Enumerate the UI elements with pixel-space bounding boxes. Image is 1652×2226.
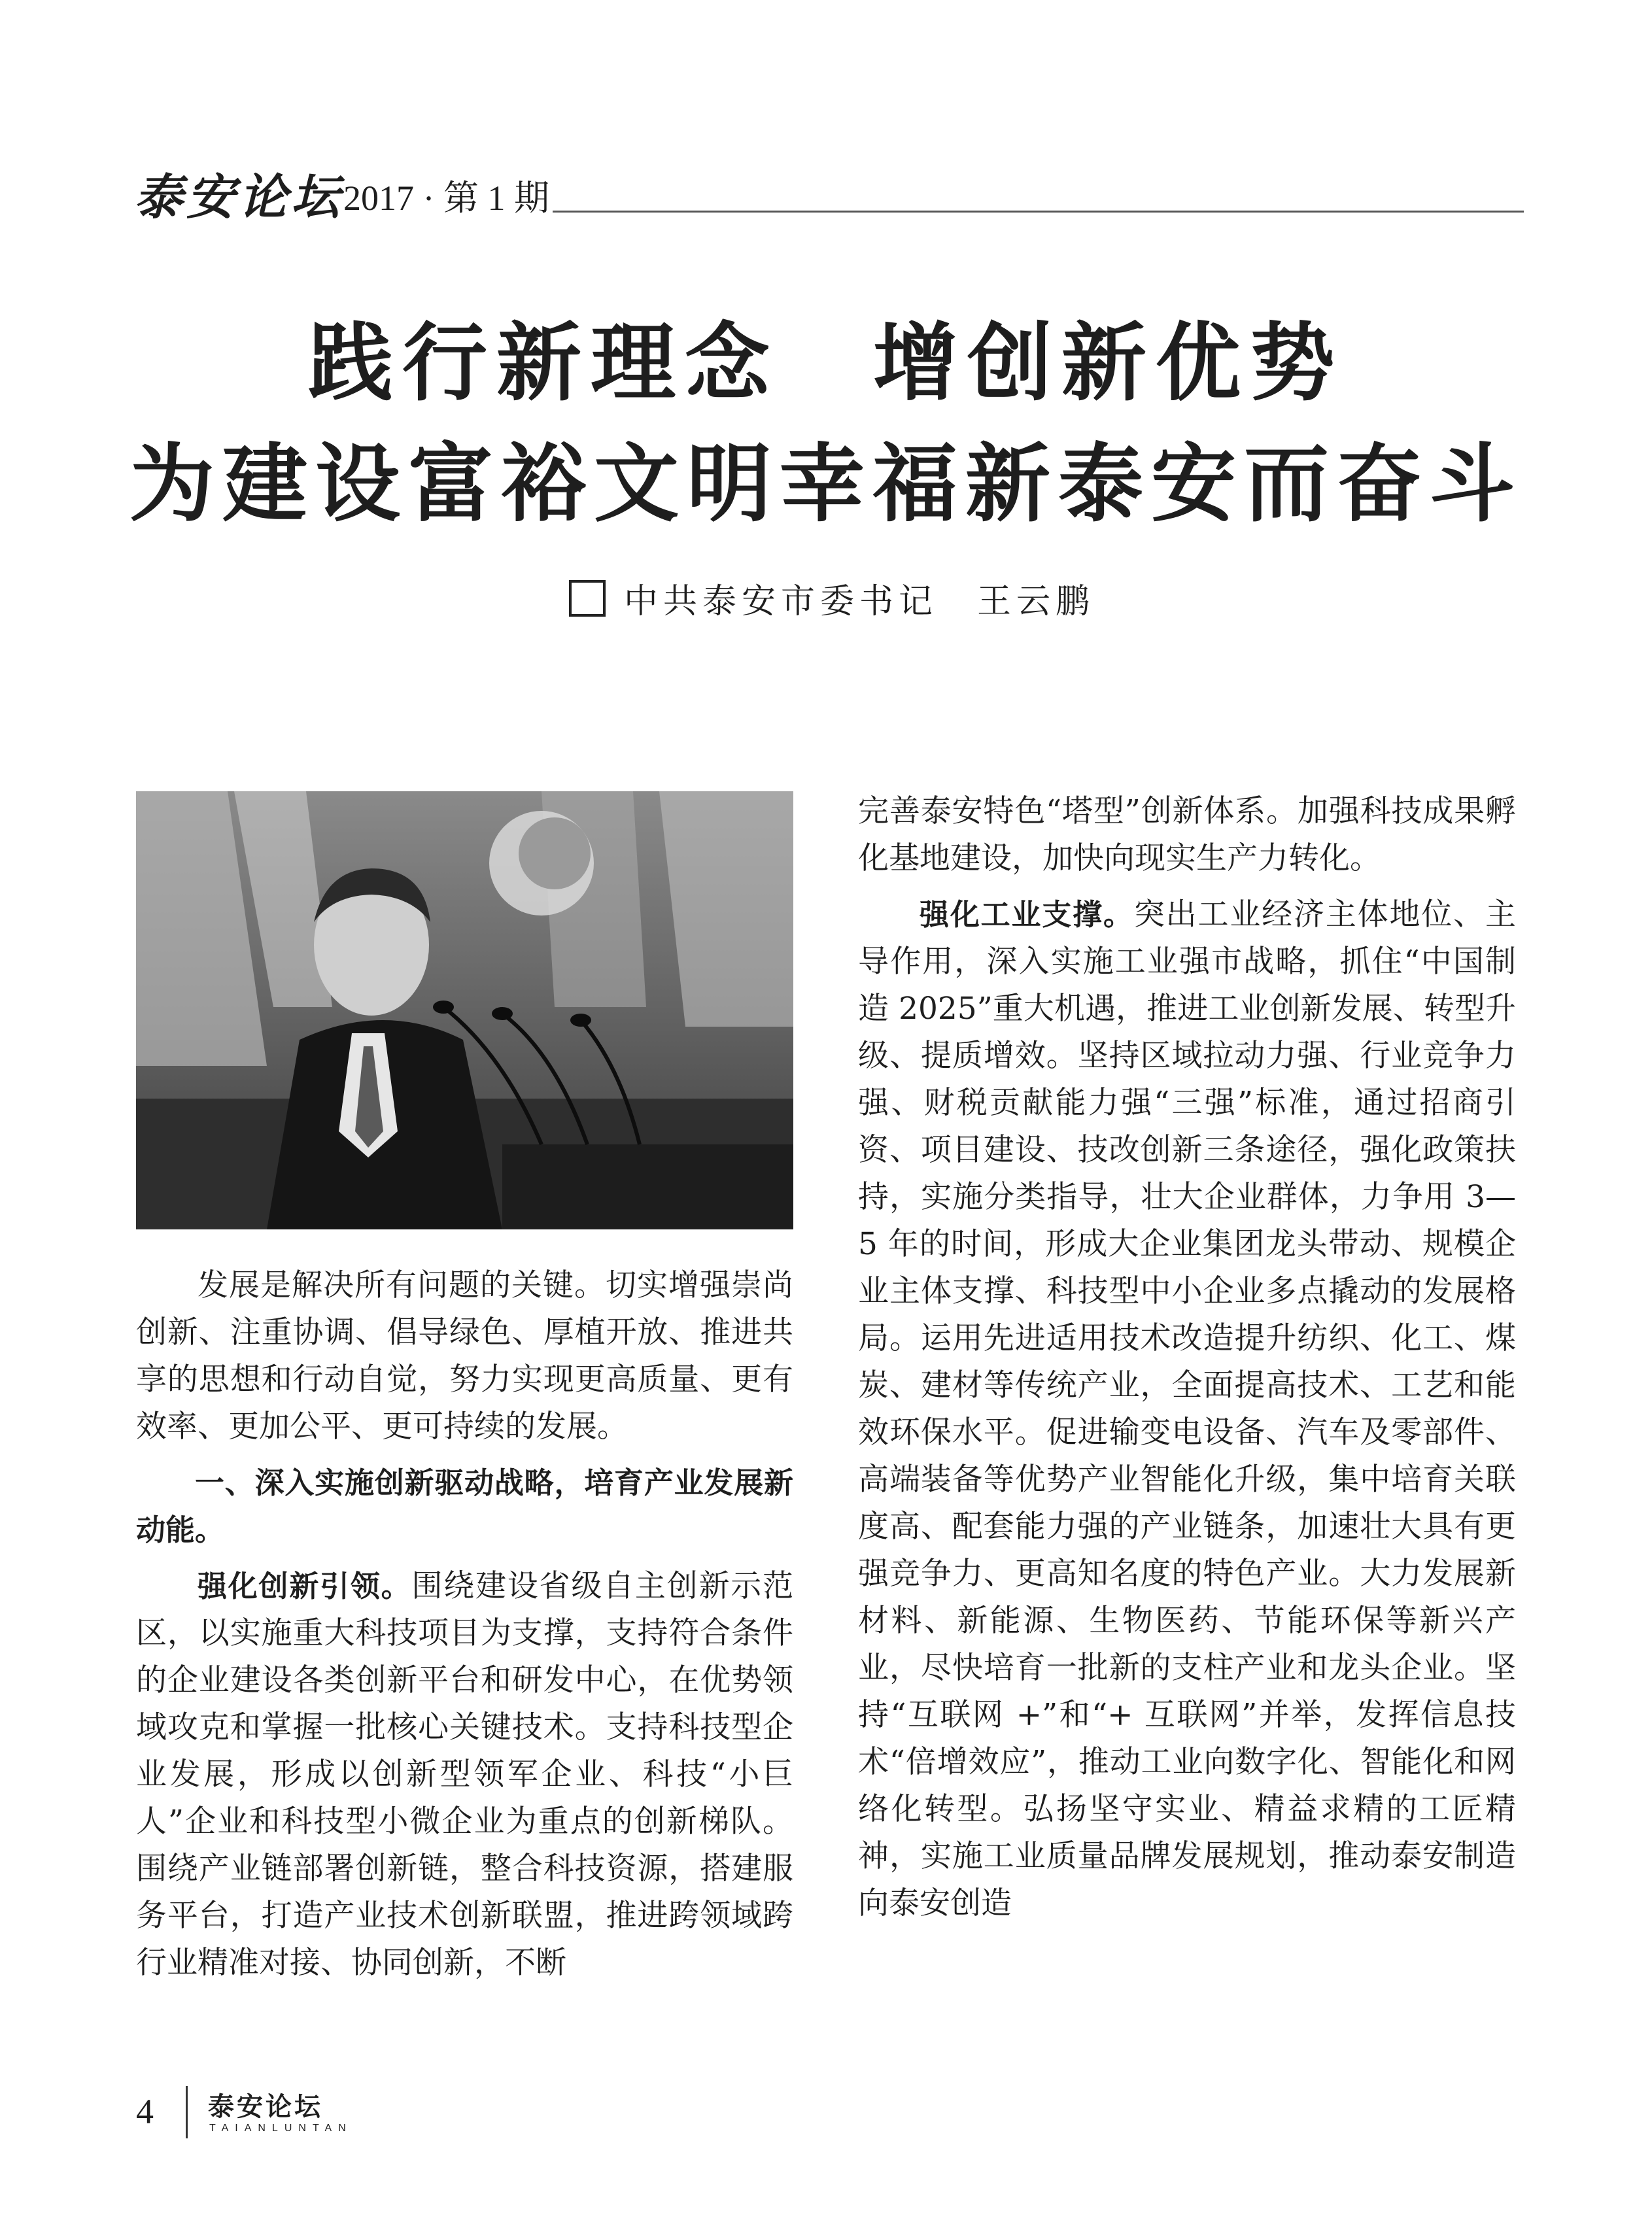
right-column — [858, 788, 1516, 1936]
title-line-1: 践行新理念 增创新优势 — [307, 313, 1344, 413]
paragraph-lead: 强化创新引领。 — [198, 1569, 412, 1603]
page-header — [134, 171, 1524, 224]
intro-paragraph: 发展是解决所有问题的关键。切实增强崇尚创新、注重协调、倡导绿色、厚植开放、推进共享的思想和行动自觉，努力实现更高质量、更有效率、更加公平、更可持续的发展。 — [136, 1267, 793, 1445]
paragraph-body: 围绕建设省级自主创新示范区，以实施重大科技项目为支撑，支持符合条件的企业建设各类创新平台和研发中心，在优势领域攻克和掌握一批核心关键技术。支持科技型企业发展，形成以创新型领军企业、科技“小巨人”企业和科技型小微企业为重点的创新梯队。围绕产业链部署创新链，整合科技资源，搭建服务平台，打造产业技术创新联盟，推进跨领域跨行业精准对接、协同创新，不断 — [136, 1568, 793, 1981]
paragraph-innovation — [136, 1563, 793, 1987]
speaker-photo — [136, 791, 793, 1229]
byline — [569, 575, 1095, 628]
author-name: 王云鹏 — [977, 582, 1095, 621]
footer-divider — [186, 2086, 188, 2138]
page-number: 4 — [136, 2092, 154, 2131]
author-title: 中共泰安市委书记 — [624, 582, 938, 621]
continuation-paragraph: 完善泰安特色“塔型”创新体系。加强科技成果孵化基地建设，加快向现实生产力转化。 — [858, 793, 1516, 876]
masthead: 泰安论坛 — [134, 169, 343, 226]
speaker-photo-image — [136, 791, 793, 1229]
title-line-2: 为建设富裕文明幸福新泰安而奋斗 — [129, 434, 1523, 534]
header-rule — [553, 211, 1524, 213]
footer-publication-latin: TAIANLUNTAN — [209, 2123, 353, 2134]
paragraph-lead: 强化工业支撑。 — [920, 897, 1134, 932]
footer-publication: 泰安论坛 — [208, 2092, 323, 2122]
paragraph-industry — [858, 891, 1516, 1927]
issue-label: 2017 · 第 1 期 — [343, 179, 549, 218]
section-heading: 一、深入实施创新驱动战略，培育产业发展新动能。 — [136, 1465, 793, 1547]
paragraph-body: 突出工业经济主体地位、主导作用，深入实施工业强市战略，抓住“中国制造 2025”重大机遇，推进工业创新发展、转型升级、提质增效。坚持区域拉动力强、行业竞争力强、财税贡献能力强“三强”标准，通过招商引资、项目建设、技改创新三条途径，强化政策扶持，实施分类指导，壮大企业群体，力争用 3—5 年的时间，形成大企业集团龙头带动、规模企业主体支撑、科技型中小企业多点撬动的发展格局。运用先进适用技术改造提升纺织、化工、煤炭、建材等传统产业，全面提高技术、工艺和能效环保水平。促进输变电设备、汽车及零部件、高端装备等优势产业智能化升级，集中培育关联度高、配套能力强的产业链条，加速壮大具有更强竞争力、更高知名度的特色产业。大力发展新材料、新能源、生物医药、节能环保等新兴产业，尽快培育一批新的支柱产业和龙头企业。坚持“互联网 +”和“+ 互联网”并举，发挥信息技术“倍增效应”，推动工业向数字化、智能化和网络化转型。弘扬坚守实业、精益求精的工匠精神，实施工业质量品牌发展规划，推动泰安制造向泰安创造 — [858, 897, 1516, 1921]
left-column — [136, 1262, 793, 1996]
byline-box-icon — [569, 580, 606, 617]
